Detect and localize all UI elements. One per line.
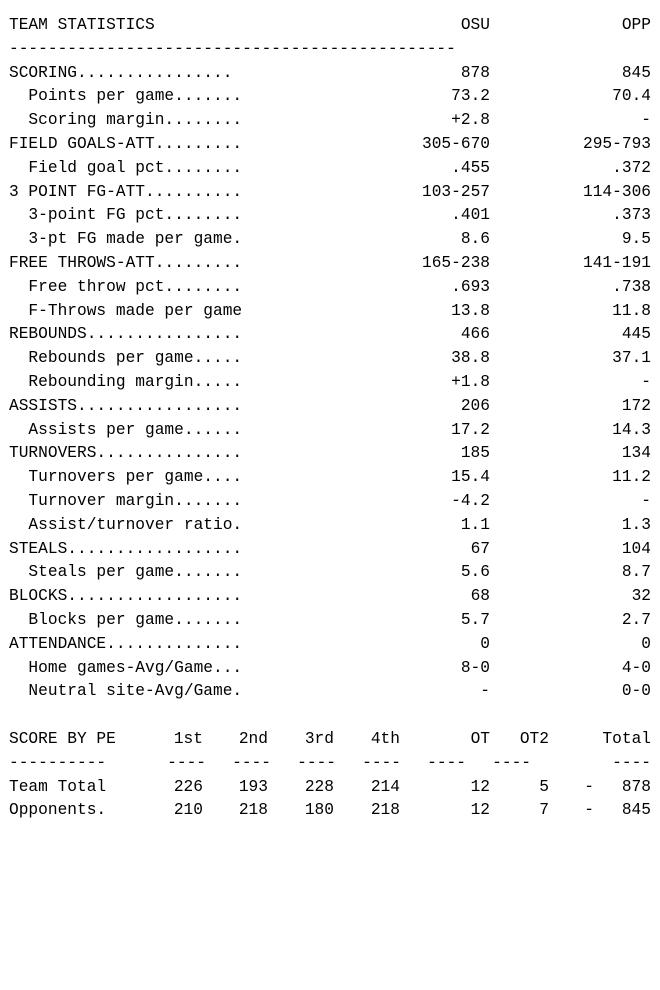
stat-osu-value: 185	[460, 444, 490, 463]
score-ot-value: 12	[470, 777, 490, 796]
score-row	[9, 776, 651, 800]
stat-label: Assists per game......	[9, 420, 243, 439]
stat-opp-value: 172	[621, 396, 651, 415]
stat-row	[9, 347, 651, 371]
stat-opp-value: 295-793	[583, 134, 651, 153]
stat-row	[9, 85, 651, 109]
stat-row	[9, 157, 651, 181]
stat-row	[9, 680, 651, 704]
stat-row	[9, 490, 651, 514]
stat-label: FIELD GOALS-ATT.........	[9, 134, 243, 153]
stat-opp-value: .373	[612, 206, 651, 225]
stat-label: Rebounds per game.....	[9, 349, 243, 368]
stat-row	[9, 300, 651, 324]
stat-osu-value: 13.8	[451, 301, 490, 320]
stat-osu-value: .455	[451, 158, 490, 177]
score-rule-total: ----	[612, 753, 651, 772]
score-ot2-value: 5	[539, 777, 549, 796]
score-header-1st: 1st	[173, 729, 203, 748]
stat-label: STEALS..................	[9, 539, 243, 558]
stat-row	[9, 561, 651, 585]
stat-osu-value: 68	[470, 587, 490, 606]
stat-row	[9, 633, 651, 657]
stat-row	[9, 442, 651, 466]
stat-opp-value: 114-306	[583, 182, 651, 201]
stat-label: Scoring margin........	[9, 111, 243, 130]
stat-opp-value: 0	[641, 634, 651, 653]
score-row-label: Team Total	[9, 777, 107, 796]
stat-label: FREE THROWS-ATT.........	[9, 253, 243, 272]
score-ot2-value: 7	[539, 801, 549, 820]
stat-row	[9, 538, 651, 562]
stat-label: Rebounding margin.....	[9, 372, 243, 391]
stat-row	[9, 276, 651, 300]
stat-row	[9, 466, 651, 490]
score-4th-value: 214	[370, 777, 400, 796]
stat-opp-value: 4-0	[621, 658, 651, 677]
score-header-total: Total	[602, 729, 651, 748]
spacer	[9, 704, 651, 728]
stat-opp-value: .738	[612, 277, 651, 296]
stat-opp-value: 37.1	[612, 349, 651, 368]
score-3rd-value: 228	[304, 777, 334, 796]
stat-opp-value: 0-0	[621, 682, 651, 701]
stat-osu-value: 38.8	[451, 349, 490, 368]
stat-row	[9, 371, 651, 395]
stat-osu-value: 67	[470, 539, 490, 558]
stat-row	[9, 514, 651, 538]
divider-line: ----------------------------------------------	[9, 39, 456, 58]
column-header-opp: OPP	[621, 16, 651, 34]
stat-opp-value: 11.8	[612, 301, 651, 320]
stat-label: Home games-Avg/Game...	[9, 658, 243, 677]
stat-label: 3 POINT FG-ATT..........	[9, 182, 243, 201]
stat-label: Points per game.......	[9, 87, 243, 106]
stat-osu-value: 73.2	[451, 87, 490, 106]
score-header-2nd: 2nd	[238, 729, 268, 748]
score-ot-value: 12	[470, 801, 490, 820]
stat-row	[9, 657, 651, 681]
stat-osu-value: 8-0	[460, 658, 490, 677]
stat-osu-value: 5.7	[460, 610, 490, 629]
score-header-ot: OT	[470, 729, 490, 748]
stat-label: BLOCKS..................	[9, 587, 243, 606]
stat-row	[9, 585, 651, 609]
stat-opp-value: 9.5	[621, 230, 651, 249]
header-row	[9, 14, 651, 38]
stat-osu-value: .693	[451, 277, 490, 296]
stat-osu-value: 1.1	[460, 515, 490, 534]
score-rule-4th: ----	[362, 753, 401, 772]
stat-label: Neutral site-Avg/Game.	[9, 682, 243, 701]
score-4th-value: 218	[370, 801, 400, 820]
stat-opp-value: 14.3	[612, 420, 651, 439]
score-by-period-table	[9, 728, 651, 823]
stat-osu-value: 305-670	[422, 134, 490, 153]
stat-osu-value: 17.2	[451, 420, 490, 439]
stat-osu-value: 0	[480, 634, 490, 653]
stat-opp-value: .372	[612, 158, 651, 177]
score-dash: -	[584, 777, 594, 796]
score-2nd-value: 218	[238, 801, 268, 820]
stat-osu-value: 5.6	[460, 563, 490, 582]
stat-osu-value: -4.2	[451, 491, 490, 510]
stat-osu-value: 8.6	[460, 230, 490, 249]
score-header-ot2: OT2	[519, 729, 549, 748]
stat-label: Turnovers per game....	[9, 468, 243, 487]
stat-opp-value: 32	[631, 587, 651, 606]
stat-row	[9, 419, 651, 443]
stat-osu-value: -	[480, 682, 490, 701]
stat-opp-value: 8.7	[621, 563, 651, 582]
team-statistics-report	[9, 14, 651, 823]
stat-osu-value: +1.8	[451, 372, 490, 391]
stat-label: 3-point FG pct........	[9, 206, 243, 225]
stat-opp-value: 70.4	[612, 87, 651, 106]
score-rule-row	[9, 752, 651, 776]
score-total-value: 845	[621, 801, 651, 820]
stat-label: ASSISTS.................	[9, 396, 243, 415]
stat-row	[9, 133, 651, 157]
score-header-row	[9, 728, 651, 752]
score-total-value: 878	[621, 777, 651, 796]
stat-opp-value: 104	[621, 539, 651, 558]
score-row	[9, 799, 651, 823]
stat-opp-value: 845	[621, 63, 651, 82]
stat-label: F-Throws made per game	[9, 301, 243, 320]
stat-opp-value: 1.3	[621, 515, 651, 534]
stats-table	[9, 62, 651, 705]
stat-opp-value: -	[641, 372, 651, 391]
score-row-label: Opponents.	[9, 801, 107, 820]
stat-label: TURNOVERS...............	[9, 444, 243, 463]
stat-label: Blocks per game.......	[9, 610, 243, 629]
stat-osu-value: 878	[460, 63, 490, 82]
stat-osu-value: 103-257	[422, 182, 490, 201]
stat-osu-value: .401	[451, 206, 490, 225]
stat-label: REBOUNDS................	[9, 325, 243, 344]
stat-opp-value: -	[641, 491, 651, 510]
stat-opp-value: 11.2	[612, 468, 651, 487]
stat-opp-value: -	[641, 111, 651, 130]
score-rows	[9, 776, 651, 824]
score-header-3rd: 3rd	[304, 729, 334, 748]
stat-label: Steals per game.......	[9, 563, 243, 582]
stat-osu-value: 466	[460, 325, 490, 344]
stat-opp-value: 2.7	[621, 610, 651, 629]
stat-osu-value: 165-238	[422, 253, 490, 272]
score-rule-3rd: ----	[297, 753, 336, 772]
stat-row	[9, 62, 651, 86]
score-dash: -	[584, 801, 594, 820]
stat-label: Free throw pct........	[9, 277, 243, 296]
stat-row	[9, 395, 651, 419]
score-2nd-value: 193	[238, 777, 268, 796]
stat-label: ATTENDANCE..............	[9, 634, 243, 653]
stat-row	[9, 181, 651, 205]
score-rule-2nd: ----	[232, 753, 271, 772]
score-rule-ot2: ----	[492, 753, 531, 772]
stat-opp-value: 134	[621, 444, 651, 463]
stat-row	[9, 204, 651, 228]
stat-label: SCORING................	[9, 63, 233, 82]
report-title: TEAM STATISTICS	[9, 16, 155, 34]
score-header-4th: 4th	[370, 729, 400, 748]
stat-row	[9, 109, 651, 133]
score-1st-value: 210	[173, 801, 203, 820]
stat-opp-value: 445	[621, 325, 651, 344]
stat-label: Field goal pct........	[9, 158, 243, 177]
header-divider	[9, 38, 651, 62]
score-header-label: SCORE BY PE	[9, 729, 116, 748]
score-1st-value: 226	[173, 777, 203, 796]
stat-row	[9, 252, 651, 276]
stat-opp-value: 141-191	[583, 253, 651, 272]
stat-row	[9, 323, 651, 347]
stat-label: 3-pt FG made per game.	[9, 230, 243, 249]
score-rule-label: ----------	[9, 753, 107, 772]
stat-row	[9, 609, 651, 633]
stat-osu-value: +2.8	[451, 111, 490, 130]
stat-osu-value: 206	[460, 396, 490, 415]
stat-label: Turnover margin.......	[9, 491, 243, 510]
column-header-osu: OSU	[460, 16, 490, 34]
score-rule-ot: ----	[427, 753, 466, 772]
stat-osu-value: 15.4	[451, 468, 490, 487]
stat-row	[9, 228, 651, 252]
score-3rd-value: 180	[304, 801, 334, 820]
score-rule-1st: ----	[167, 753, 206, 772]
stat-label: Assist/turnover ratio.	[9, 515, 243, 534]
